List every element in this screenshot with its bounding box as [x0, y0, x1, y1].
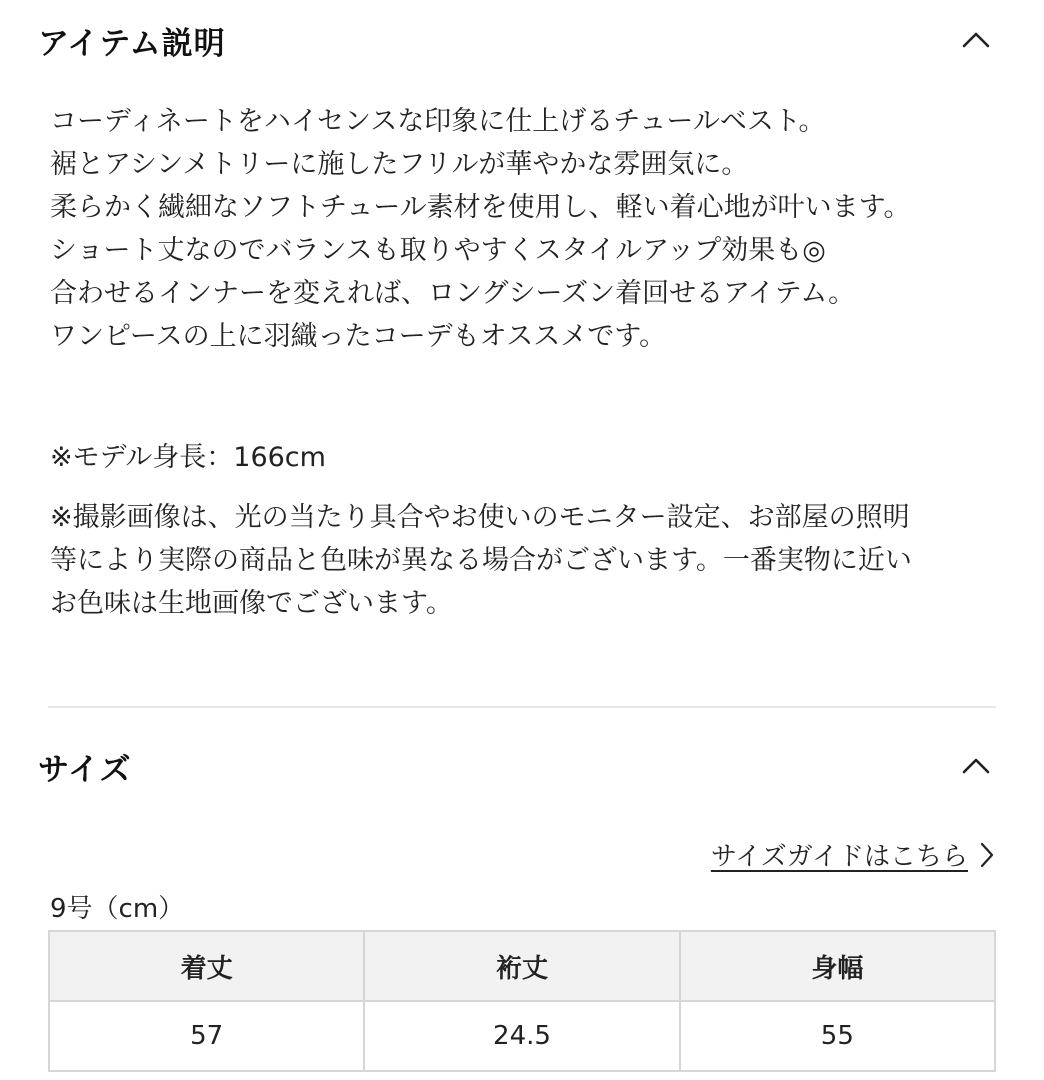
table-header-cell: 着丈 [49, 931, 364, 1001]
item-description-text [50, 100, 1000, 358]
size-guide-link[interactable] [711, 836, 994, 873]
disclaimer-line: ※撮影画像は、光の当たり具合やお使いのモニター設定、お部屋の照明 [50, 502, 910, 533]
size-section-header[interactable] [38, 744, 996, 788]
table-row [49, 1001, 995, 1071]
size-section-title: サイズ [38, 751, 132, 788]
table-cell: 24.5 [364, 1001, 679, 1071]
description-line: コーディネートをハイセンスな印象に仕上げるチュールベスト。 [50, 106, 826, 137]
table-header-cell: 身幅 [680, 931, 995, 1001]
disclaimer-line: お色味は生地画像でございます。 [50, 588, 453, 619]
chevron-up-icon[interactable] [956, 20, 996, 60]
description-line: 合わせるインナーを変えれば、ロングシーズン着回せるアイテム。 [50, 278, 856, 309]
size-guide-link-text[interactable]: サイズガイドはこちら [710, 842, 968, 872]
item-description-header[interactable] [38, 18, 996, 62]
size-label: 9号（cm） [50, 894, 185, 924]
chevron-up-icon[interactable] [956, 746, 996, 786]
description-line: ショート丈なのでバランスも取りやすくスタイルアップ効果も◎ [50, 235, 826, 266]
description-line: 柔らかく繊細なソフトチュール素材を使用し、軽い着心地が叶います。 [50, 192, 911, 223]
photo-disclaimer-note [50, 496, 1000, 625]
item-description-title: アイテム説明 [38, 25, 226, 62]
description-line: ワンピースの上に羽織ったコーデもオススメです。 [50, 321, 667, 352]
model-height-note: ※モデル身長：166cm [50, 442, 326, 473]
chevron-right-icon [980, 842, 994, 868]
size-table [48, 930, 996, 1072]
table-cell: 57 [49, 1001, 364, 1071]
table-cell: 55 [680, 1001, 995, 1071]
section-divider [48, 706, 996, 708]
table-header-cell: 裄丈 [364, 931, 679, 1001]
table-header-row [49, 931, 995, 1001]
description-line: 裾とアシンメトリーに施したフリルが華やかな雰囲気に。 [50, 149, 749, 180]
disclaimer-line: 等により実際の商品と色味が異なる場合がございます。一番実物に近い [50, 545, 912, 576]
